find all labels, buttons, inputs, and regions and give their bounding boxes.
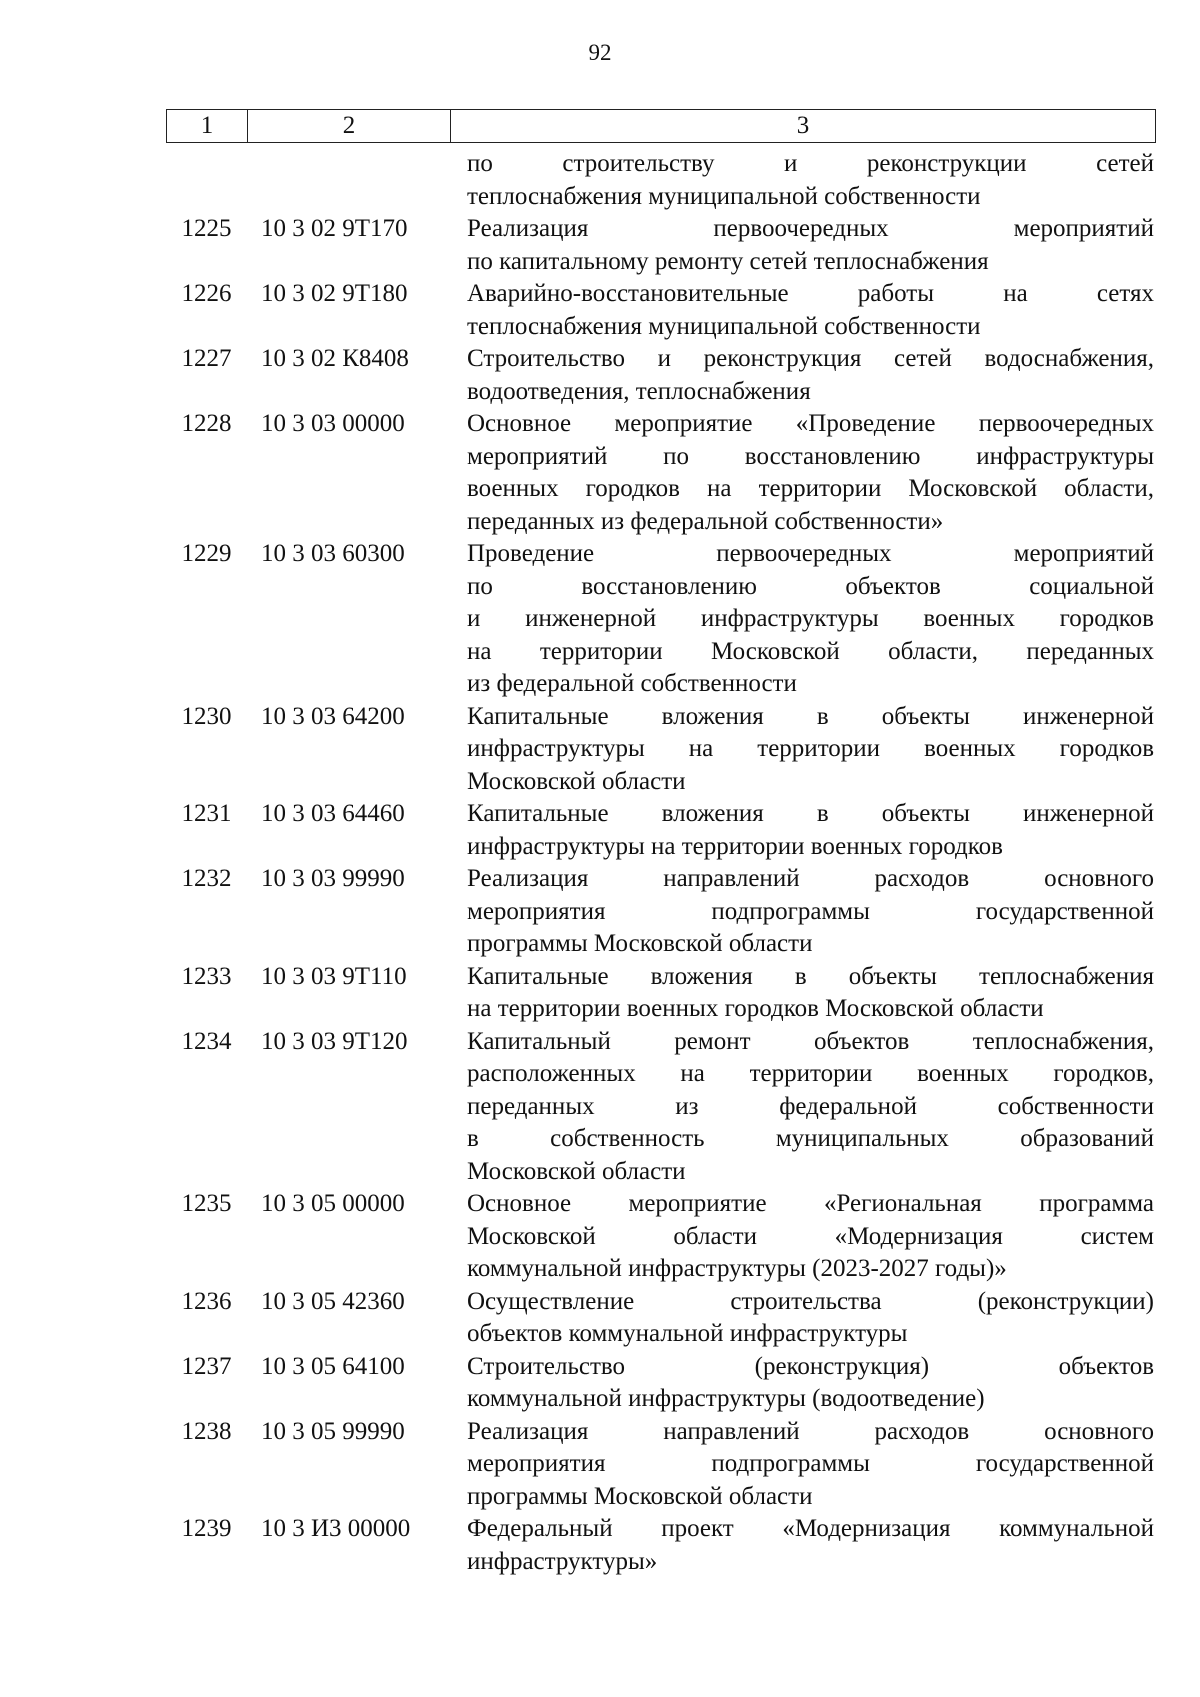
row-code: 10 3 02 9Т170 [261,215,408,242]
description-line: Строительство и реконструкция сетей водоснабжения, [467,345,1154,372]
row-code: 10 3 03 99990 [261,865,405,892]
description-line: Федеральный проект «Модернизация коммунальной [467,1515,1154,1542]
table-row [166,863,1156,961]
description-line: теплоснабжения муниципальной собственности [467,312,981,340]
row-number: 1232 [181,865,232,892]
description-line: коммунальной инфраструктуры (2023-2027 годы)» [467,1255,1007,1282]
row-code: 10 3 03 64200 [261,702,405,730]
description-line: Капитальные вложения в объекты инженерной [467,800,1154,827]
row-number: 1238 [181,1417,232,1445]
row-number: 1236 [181,1287,232,1315]
description-line: в собственность муниципальных образований [467,1125,1154,1152]
description-line: по строительству и реконструкции сетей [467,150,1154,177]
description-line: коммунальной инфраструктуры (водоотведение) [467,1385,985,1412]
description-line: военных городков на территории Московской области, [467,475,1154,502]
page-number: 92 [588,40,612,65]
description-line: Основное мероприятие «Проведение первоочередных [467,410,1154,437]
row-code: 10 3 03 00000 [261,410,405,437]
description-line: инфраструктуры на территории военных городков [467,832,1003,860]
row-description [450,1351,1156,1416]
description-line: расположенных на территории военных городков, [467,1060,1154,1087]
row-description [450,538,1156,701]
table-row [166,213,1156,278]
table-row [166,538,1156,701]
header-col-1: 1 [167,110,248,143]
table-row [166,1188,1156,1286]
description-line: инфраструктуры» [467,1547,658,1575]
row-code: 10 3 02 9Т180 [261,280,408,307]
table-row [166,1026,1156,1189]
table-row [166,278,1156,343]
row-number: 1225 [181,215,232,242]
row-description [450,1513,1156,1578]
description-line: мероприятия подпрограммы государственной [467,1450,1154,1477]
row-description [450,278,1156,343]
description-line: Капитальный ремонт объектов теплоснабжения, [467,1027,1154,1055]
row-description [450,863,1156,961]
row-code [247,148,450,213]
description-line: объектов коммунальной инфраструктуры [467,1320,908,1347]
row-number: 1228 [181,410,232,437]
description-line: мероприятий по восстановлению инфраструктуры [467,442,1154,470]
description-line: Аварийно-восстановительные работы на сетях [467,280,1154,307]
row-code: 10 3 И3 00000 [261,1515,411,1542]
table-header [166,109,1156,143]
description-line: переданных из федеральной собственности» [467,507,944,535]
table-row [166,1416,1156,1514]
row-description [450,408,1156,538]
description-line: программы Московской области [467,930,813,957]
table-row [166,798,1156,863]
header-col-3: 3 [451,110,1156,143]
description-line: Московской области [467,1157,686,1185]
row-description [450,213,1156,278]
table-row [166,148,1156,213]
description-line: Проведение первоочередных мероприятий [467,540,1154,567]
description-line: Московской области «Модернизация систем [467,1222,1154,1250]
description-line: Реализация первоочередных мероприятий [467,215,1154,242]
row-number: 1233 [181,962,232,990]
row-code: 10 3 05 64100 [261,1352,405,1380]
row-number: 1231 [181,800,232,827]
table-row [166,343,1156,408]
row-description [450,961,1156,1026]
description-line: переданных из федеральной собственности [467,1092,1154,1120]
table-row [166,408,1156,538]
description-line: теплоснабжения муниципальной собственности [467,182,981,210]
description-line: водоотведения, теплоснабжения [467,377,811,405]
row-number: 1235 [181,1190,232,1217]
description-line: Основное мероприятие «Региональная программа [467,1190,1154,1217]
row-description [450,343,1156,408]
row-number: 1226 [181,280,232,307]
row-description [450,1416,1156,1514]
row-number: 1237 [181,1352,232,1380]
description-line: инфраструктуры на территории военных городков [467,735,1154,762]
row-code: 10 3 03 9Т120 [261,1027,408,1055]
row-number: 1230 [181,702,232,730]
row-number [166,148,247,213]
description-line: мероприятия подпрограммы государственной [467,897,1154,925]
row-description [450,1188,1156,1286]
description-line: на территории Московской области, переданных [467,637,1154,665]
row-description [450,1026,1156,1189]
table-row [166,961,1156,1026]
description-line: Капитальные вложения в объекты теплоснабжения [467,962,1154,990]
description-line: Строительство (реконструкция) объектов [467,1352,1154,1380]
description-line: Реализация направлений расходов основного [467,865,1154,892]
table-row [166,1286,1156,1351]
row-code: 10 3 05 42360 [261,1287,405,1315]
row-number: 1229 [181,540,232,567]
header-col-2: 2 [248,110,451,143]
description-line: Капитальные вложения в объекты инженерной [467,702,1154,730]
description-line: Осуществление строительства (реконструкции) [467,1287,1154,1315]
row-description [450,798,1156,863]
description-line: Реализация направлений расходов основного [467,1417,1154,1445]
table-row [166,1513,1156,1578]
row-number: 1234 [181,1027,232,1055]
row-description [450,701,1156,799]
row-number: 1239 [181,1515,232,1542]
table-row [166,701,1156,799]
row-description [450,1286,1156,1351]
row-number: 1227 [181,345,232,372]
description-line: по капитальному ремонту сетей теплоснабжения [467,247,989,275]
description-line: по восстановлению объектов социальной [467,572,1154,600]
row-code: 10 3 03 9Т110 [261,962,407,990]
row-code: 10 3 05 00000 [261,1190,405,1217]
row-code: 10 3 03 64460 [261,800,405,827]
description-line: Московской области [467,767,686,795]
table-body [166,148,1156,1578]
table-row [166,1351,1156,1416]
row-description [450,148,1156,213]
row-code: 10 3 03 60300 [261,540,405,567]
description-line: программы Московской области [467,1482,813,1510]
row-code: 10 3 05 99990 [261,1417,405,1445]
description-line: и инженерной инфраструктуры военных городков [467,605,1154,632]
description-line: из федеральной собственности [467,670,797,697]
description-line: на территории военных городков Московской области [467,995,1044,1022]
row-code: 10 3 02 К8408 [261,345,409,372]
